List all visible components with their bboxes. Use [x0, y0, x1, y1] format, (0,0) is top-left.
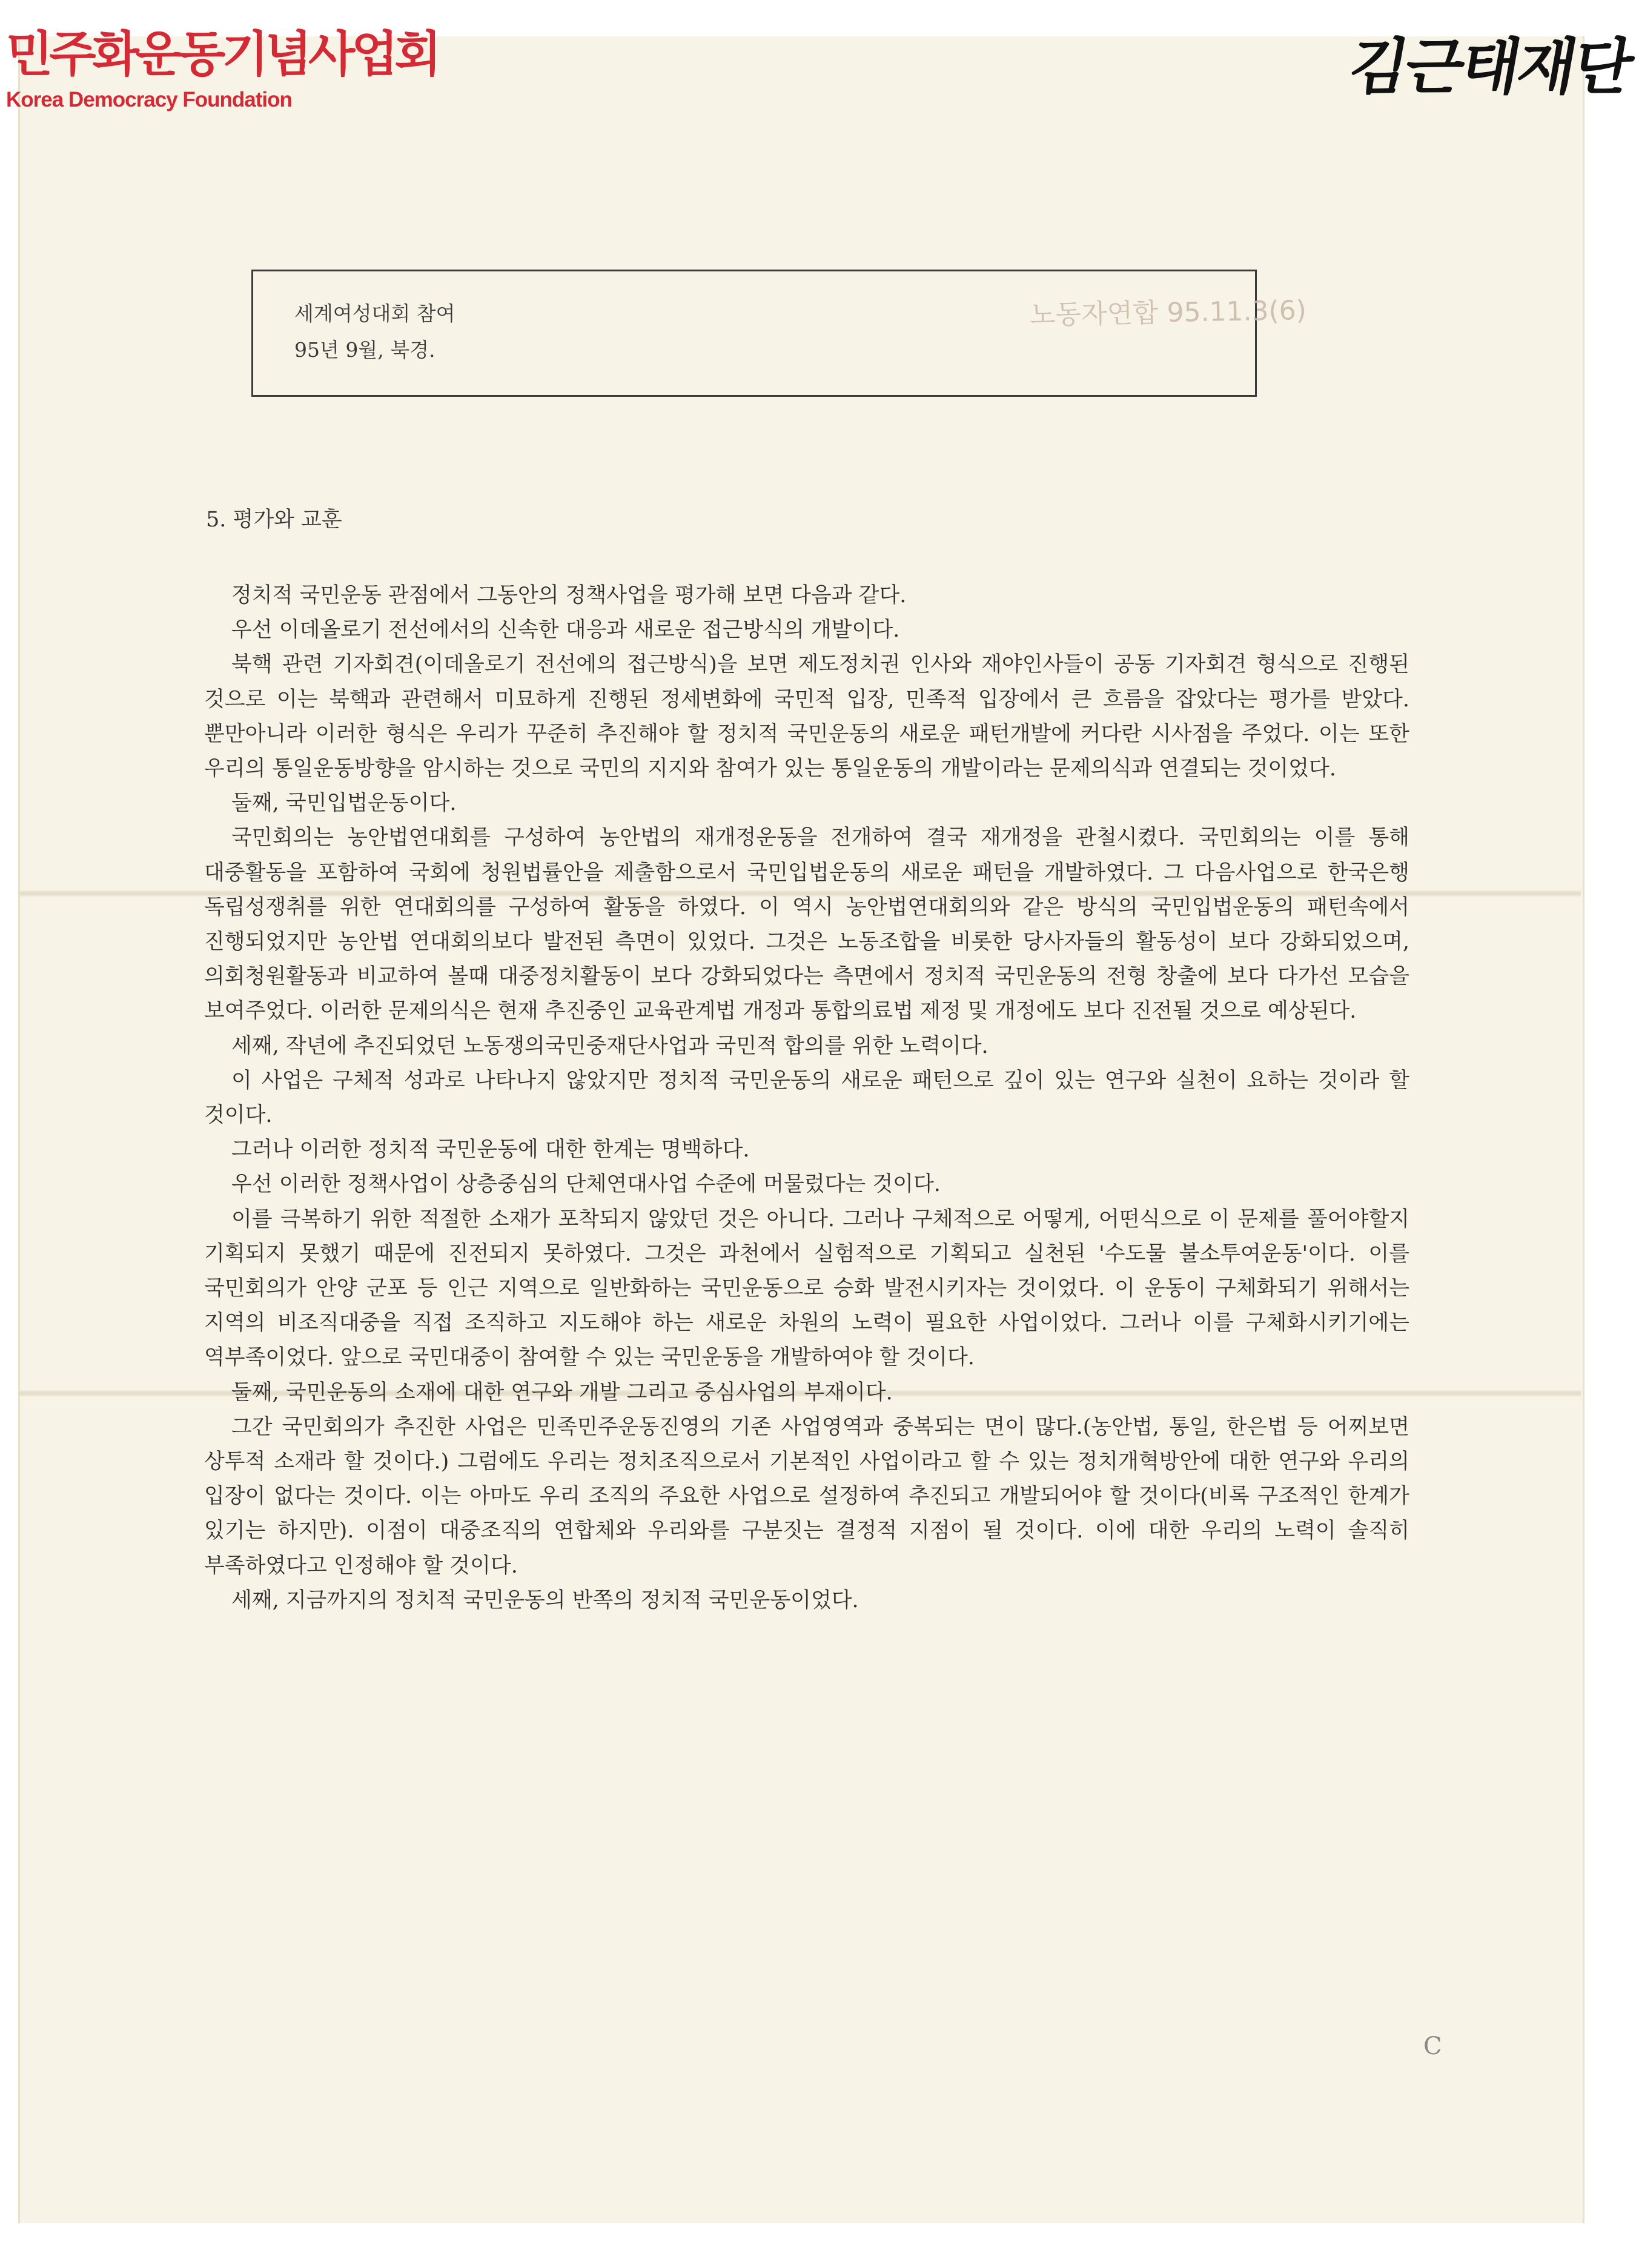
corner-mark: C — [1423, 2032, 1442, 2060]
archive-logo: 김근태재단 — [1343, 31, 1637, 102]
paragraph: 정치적 국민운동 관점에서 그동안의 정책사업을 평가해 보면 다음과 같다. — [231, 583, 907, 608]
handwritten-stamp: 노동자연합 95.11.3(6) — [1029, 295, 1307, 331]
paragraph: 우선 이데올로기 전선에서의 신속한 대응과 새로운 접근방식의 개발이다. — [231, 618, 900, 643]
paragraph: 우선 이러한 정책사업이 상층중심의 단체연대사업 수준에 머물렀다는 것이다. — [231, 1172, 941, 1197]
paragraph: 세째, 지금까지의 정치적 국민운동의 반쪽의 정치적 국민운동이었다. — [231, 1588, 859, 1613]
paragraph: 세째, 작년에 추진되었던 노동쟁의국민중재단사업과 국민적 합의를 위한 노력이다. — [231, 1033, 988, 1058]
paragraph: 둘째, 국민입법운동이다. — [231, 791, 457, 816]
document-body — [204, 579, 1409, 1618]
paragraph: 국민회의는 농안법연대회를 구성하여 농안법의 재개정운동을 전개하여 결국 재개정을 관철시켰다. 국민회의는 이를 통해 대중활동을 포함하여 국회에 청원법률안을 제출함으로서 국민입법운동의 새로운 패턴을 개발하였다. 그 다음사업으로 한국은행 독립성쟁취를 위한 연대회의를 구성하여 활동을 하였다. 이 역시 농안법연대회의와 같은 방식의 국민입법운동의 패턴속에서 진행되었지만 농안법 연대회의보다 발전된 측면이 있었다. 그것은 노동조합을 비롯한 당사자들의 활동성이 보다 강화되었으며, 의회청원활동과 비교하여 볼때 대중정치활동이 보다 강화되었다는 측면에서 정치적 국민운동의 전형 창출에 보다 다가선 모습을 보여주었다. 이러한 문제의식은 현재 추진중인 교육관계법 개정과 통합의료법 제정 및 개정에도 보다 진전될 것으로 예상된다. — [204, 826, 1409, 1024]
paragraph: 둘째, 국민운동의 소재에 대한 연구와 개발 그리고 중심사업의 부재이다. — [231, 1380, 893, 1405]
paragraph: 그간 국민회의가 추진한 사업은 민족민주운동진영의 기존 사업영역과 중복되는 면이 많다.(농안법, 통일, 한은법 등 어찌보면 상투적 소재라 할 것이다.) 그럼에도 우리는 정치조직으로서 기본적인 사업이라고 할 수 있는 정치개혁방안에 대한 연구와 우리의 입장이 없다는 것이다. 이는 아마도 우리 조직의 주요한 사업으로 설정하여 추진되고 개발되어야 할 것이다(비록 구조적인 한계가 있기는 하지만). 이점이 대중조직의 연합체와 우리와를 구분짓는 결정적 지점이 될 것이다. 이에 대한 우리의 노력이 솔직히 부족하였다고 인정해야 할 것이다. — [204, 1414, 1409, 1578]
event-header-box — [251, 270, 1257, 397]
paragraph: 그러나 이러한 정치적 국민운동에 대한 한계는 명백하다. — [231, 1138, 750, 1162]
event-header-line-1: 세계여성대회 참여 — [294, 302, 455, 325]
event-header-line-2: 95년 9월, 북경. — [294, 338, 435, 362]
foundation-logo-korean: 민주화운동기념사업회 — [6, 26, 438, 82]
foundation-logo — [6, 24, 438, 115]
paragraph: 이를 극복하기 위한 적절한 소재가 포착되지 않았던 것은 아니다. 그러나 구체적으로 어떻게, 어떤식으로 이 문제를 풀어야할지 기획되지 못했기 때문에 진전되지 못하였다. 그것은 과천에서 실험적으로 기획되고 실천된 '수도물 불소투여운동'이다. 이를 국민회의가 안양 군포 등 인근 지역으로 일반화하는 국민운동으로 승화 발전시키자는 것이었다. 이 운동이 구체화되기 위해서는 지역의 비조직대중을 직접 조직하고 지도해야 하는 새로운 차원의 노력이 필요한 사업이었다. 그러나 이를 구체화시키기에는 역부족이었다. 앞으로 국민대중이 참여할 수 있는 국민운동을 개발하여야 할 것이다. — [204, 1207, 1409, 1370]
paragraph: 이 사업은 구체적 성과로 나타나지 않았지만 정치적 국민운동의 새로운 패턴으로 깊이 있는 연구와 실천이 요하는 것이라 할 것이다. — [204, 1068, 1409, 1128]
section-title: 5. 평가와 교훈 — [206, 508, 342, 532]
foundation-logo-english: Korea Democracy Foundation — [6, 88, 292, 111]
paragraph: 북핵 관련 기자회견(이데올로기 전선에의 접근방식)을 보면 제도정치권 인사와 재야인사들이 공동 기자회견 형식으로 진행된 것으로 이는 북핵과 관련해서 미묘하게 진행된 정세변화에 국민적 입장, 민족적 입장에서 큰 흐름을 잡았다는 평가를 받았다. 뿐만아니라 이러한 형식은 우리가 꾸준히 추진해야 할 정치적 국민운동의 새로운 패턴개발에 커다란 시사점을 주었다. 이는 또한 우리의 통일운동방향을 암시하는 것으로 국민의 지지와 참여가 있는 통일운동의 개발이라는 문제의식과 연결되는 것이었다. — [204, 652, 1409, 781]
